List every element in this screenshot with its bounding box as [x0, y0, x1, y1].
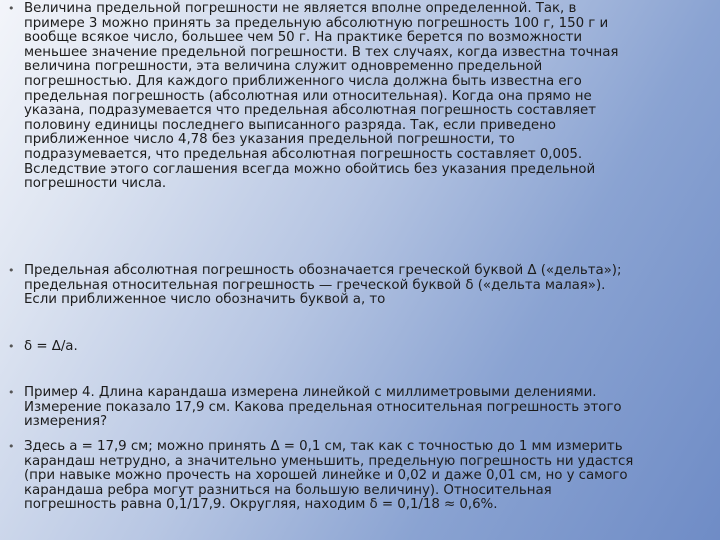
bullet-icon: • [8, 386, 15, 399]
paragraph-bullet [0, 440, 712, 513]
paragraph-bullet [0, 386, 712, 430]
bullet-icon: • [8, 340, 15, 353]
bullet-icon: • [8, 440, 15, 453]
formula-bullet [0, 340, 712, 355]
paragraph-text: Здесь а = 17,9 см; можно принять Δ = 0,1 см, так как с точностью до 1 мм измерить карандаш нетрудно, а значительно уменьшить, предельную погрешность ни удастся (при навыке можно прочесть на хорошей линейке и 0,02 и даже 0,01 см, но у самого карандаша ребра могут разниться на большую величину). Относительная погрешность равна 0,1/17,9. Округляя, находим δ = 0,1/18 ≈ 0,6%. [24, 439, 634, 513]
paragraph-text: Предельная абсолютная погрешность обозначается греческой буквой Δ («дельта»); предельная относительная погрешность — греческой буквой δ («дельта малая»). Если приближенное число обозначить буквой а, то [24, 263, 622, 308]
paragraph-text: Пример 4. Длина карандаша измерена линейкой с миллиметровыми делениями. Измерение показало 17,9 см. Какова предельная относительная погрешность этого измерения? [24, 385, 622, 430]
formula-text: δ = Δ/a. [24, 339, 78, 354]
paragraph-bullet [0, 2, 712, 192]
bullet-icon: • [8, 264, 15, 277]
bullet-icon: • [8, 2, 15, 15]
paragraph-bullet [0, 264, 712, 308]
paragraph-text: Величина предельной погрешности не является вполне определенной. Так, в примере 3 можно принять за предельную абсолютную погрешность 100 г, 150 г и вообще всякое число, большее чем 50 г. На практике берется по возможности меньшее значение предельной погрешности. В тех случаях, когда известна точная величина погрешности, эта величина служит одновременно предельной погрешностью. Для каждого приближенного числа должна быть известна его предельная погрешность (абсолютная или относительная). Когда она прямо не указана, подразумевается что предельная абсолютная погрешность составляет половину единицы последнего выписанного разряда. Так, если приведено приближенное число 4,78 без указания предельной погрешности, то подразумевается, что предельная абсолютная погрешность составляет 0,005. Вследствие этого соглашения всегда можно обойтись без указания предельной погрешности числа. [24, 1, 619, 192]
